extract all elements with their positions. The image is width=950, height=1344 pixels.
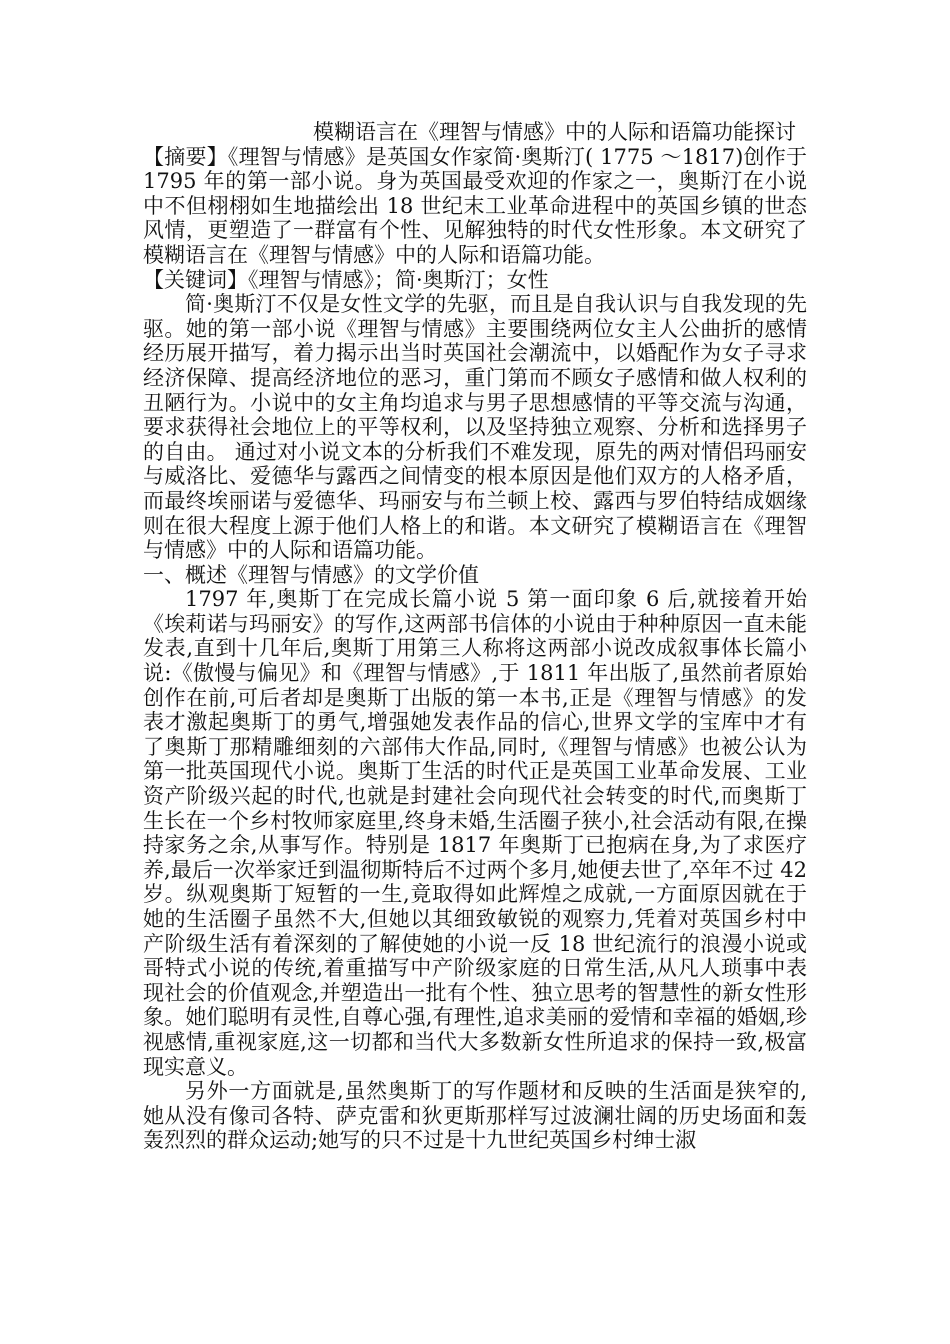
document-title: 模糊语言在《理智与情感》中的人际和语篇功能探讨	[313, 120, 796, 144]
keywords-line: 【关键词】《理智与情感》；简·奥斯汀；女性	[143, 267, 549, 292]
intro-paragraph: 简·奥斯汀不仅是女性文学的先驱，而且是自我认识与自我发现的先驱。她的第一部小说《理智与情感》主要围绕两位女主人公曲折的感情经历展开描写，着力揭示出当时英国社会潮流中，以婚配作为女子寻求经济保障、提高经济地位的恶习，重门第而不顾女子感情和做人权利的丑陋行为。小说中的女主角均追求与男子思想感情的平等交流与沟通，要求获得社会地位上的平等权利，以及坚持独立观察、分析和选择男子的自由。 通过对小说文本的分析我们不难发现，原先的两对情侣玛丽安与威洛比、爱德华与露西之间情变的根本原因是他们双方的人格矛盾，而最终埃丽诺与爱德华、玛丽安与布兰顿上校、露西与罗伯特结成姻缘则在很大程度上源于他们人格上的和谐。本文研究了模糊语言在《理智与情感》中的人际和语篇功能。	[143, 292, 807, 563]
body-paragraph: 另外一方面就是,虽然奥斯丁的写作题材和反映的生活面是狭窄的,她从没有像司各特、萨克雷和狄更斯那样写过波澜壮阔的历史场面和轰轰烈烈的群众运动;她写的只不过是十九世纪英国乡村绅士淑	[143, 1079, 807, 1153]
abstract-paragraph: 【摘要】《理智与情感》是英国女作家简·奥斯汀( 1775 ～1817)创作于 1795 年的第一部小说。身为英国最受欢迎的作家之一，奥斯汀在小说中不但栩栩如生地描绘出 18 世纪末工业革命进程中的英国乡镇的世态风情，更塑造了一群富有个性、见解独特的时代女性形象。本文研究了模糊语言在《理智与情感》中的人际和语篇功能。	[143, 144, 807, 267]
section-heading: 一、概述《理智与情感》的文学价值	[143, 562, 479, 587]
body-paragraph: 1797 年,奥斯丁在完成长篇小说 5 第一面印象 6 后,就接着开始《埃莉诺与玛丽安》的写作,这两部书信体的小说由于种种原因一直未能发表,直到十几年后,奥斯丁用第三人称将这两部小说改成叙事体长篇小说:《傲慢与偏见》和《理智与情感》,于 1811 年出版了,虽然前者原始创作在前,可后者却是奥斯丁出版的第一本书,正是《理智与情感》的发表才激起奥斯丁的勇气,增强她发表作品的信心,世界文学的宝库中才有了奥斯丁那精雕细刻的六部伟大作品,同时,《理智与情感》也被公认为第一批英国现代小说。奥斯丁生活的时代正是英国工业革命发展、工业资产阶级兴起的时代,也就是封建社会向现代社会转变的时代,而奥斯丁生长在一个乡村牧师家庭里,终身未婚,生活圈子狭小,社会活动有限,在操持家务之余,从事写作。特别是 1817 年奥斯丁已抱病在身,为了求医疗养,最后一次举家迁到温彻斯特后不过两个多月,她便去世了,卒年不过 42 岁。纵观奥斯丁短暂的一生,竟取得如此辉煌之成就,一方面原因就在于她的生活圈子虽然不大,但她以其细致敏锐的观察力,凭着对英国乡村中产阶级生活有着深刻的了解使她的小说一反 18 世纪流行的浪漫小说或哥特式小说的传统,着重描写中产阶级家庭的日常生活,从凡人琐事中表现社会的价值观念,并塑造出一批有个性、独立思考的智慧性的新女性形象。她们聪明有灵性,自尊心强,有理性,追求美丽的爱情和幸福的婚姻,珍视感情,重视家庭,这一切都和当代大多数新女性所追求的保持一致,极富现实意义。	[143, 587, 807, 1079]
document-page	[143, 120, 807, 1153]
